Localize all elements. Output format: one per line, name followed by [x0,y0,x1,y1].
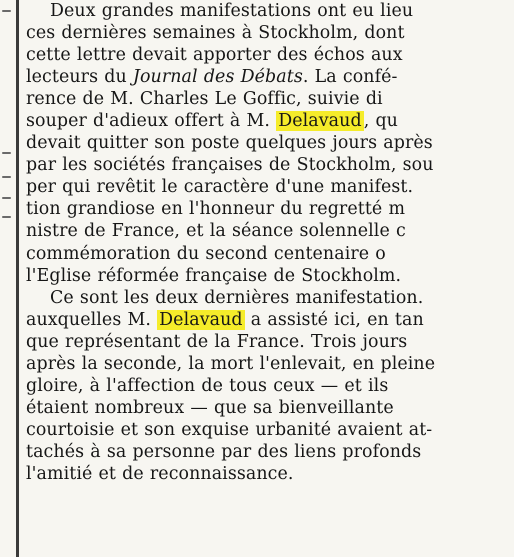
text-run: souper d'adieux offert à M. [26,111,277,132]
text-run: auxquelles M. [26,309,158,330]
article-line [26,66,508,88]
article-line [26,287,508,309]
article-line [26,198,508,220]
text-run: Ce sont les deux dernières manifestation. [50,287,424,308]
text-run: l'Eglise réformée française de Stockholm. [26,265,402,286]
text-run: l'amitié et de reconnaissance. [26,463,294,484]
edge-mark [2,197,11,199]
text-run: tion grandiose en l'honneur du regretté m [26,199,406,220]
text-run: , qu [363,111,398,132]
text-run: après la seconde, la mort l'enlevait, en pleine [26,353,436,374]
text-run: Deux grandes manifestations ont eu lieu [50,1,414,21]
highlighted-name: Delavaud [159,309,243,330]
highlighted-name: Delavaud [278,111,362,132]
text-run: per qui revêtit le caractère d'une manifest. [26,177,414,198]
article-line [26,110,508,132]
article-line [26,265,508,287]
article-line [26,353,508,375]
text-run: . La confé- [302,67,398,88]
article-line [26,176,508,198]
article-line [26,397,508,419]
edge-mark [2,152,11,154]
article-line [26,419,508,441]
text-run: courtoisie et son exquise urbanité avaient at- [26,419,433,440]
text-run: devait quitter son poste quelques jours après [26,133,433,154]
text-run: tachés à sa personne par des liens profonds [26,441,422,462]
article-line [26,0,508,22]
text-run: ces dernières semaines à Stockholm, dont [26,23,405,44]
text-run: gloire, à l'affection de tous ceux — et ils [26,375,389,396]
article-line [26,331,508,353]
article-line [26,243,508,265]
text-run: commémoration du second centenaire o [26,243,386,264]
column-rule [16,0,19,557]
article-line [26,375,508,397]
text-run: rence de M. Charles Le Goffic, suivie di [26,89,383,110]
text-run: nistre de France, et la séance solennelle c [26,221,406,242]
text-run: lecteurs du [26,67,133,88]
article-line [26,463,508,485]
left-edge-marks [0,0,14,557]
edge-mark [2,216,11,218]
article-text [26,0,508,485]
newspaper-title: Journal des Débats [132,67,303,88]
article-line [26,309,508,331]
edge-mark [2,10,11,12]
article-line [26,132,508,154]
article-line [26,220,508,242]
text-run: que représentant de la France. Trois jours [26,331,408,352]
article-line [26,88,508,110]
text-run: étaient nombreux — que sa bienveillante [26,397,394,418]
article-line [26,441,508,463]
text-run: cette lettre devait apporter des échos aux [26,45,403,66]
text-run: par les sociétés françaises de Stockholm, sou [26,155,434,176]
text-run: a assisté ici, en tan [244,309,424,330]
article-line [26,154,508,176]
edge-mark [2,176,11,178]
article-line [26,44,508,66]
article-line [26,22,508,44]
